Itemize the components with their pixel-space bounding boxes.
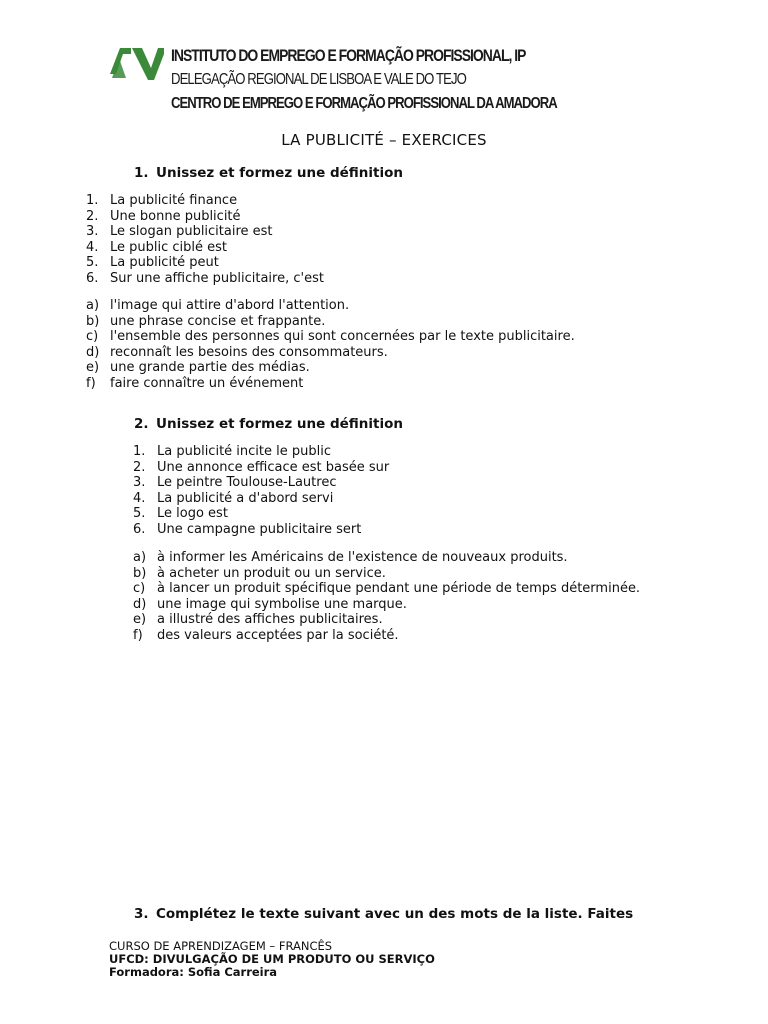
list-marker: d) bbox=[133, 596, 147, 612]
list-marker: f) bbox=[86, 375, 96, 391]
section-2-number: 2. bbox=[134, 416, 149, 432]
list-marker: a) bbox=[86, 298, 100, 313]
list-marker: 3. bbox=[86, 224, 99, 240]
list-marker: 4. bbox=[133, 490, 146, 506]
list-item bbox=[86, 298, 646, 314]
section-3-number: 3. bbox=[134, 906, 149, 922]
list-marker: 5. bbox=[133, 506, 146, 522]
list-item-text: La publicité incite le public bbox=[157, 444, 331, 459]
list-item-text: l'ensemble des personnes qui sont concernées par le texte publicitaire. bbox=[110, 329, 575, 345]
list-item bbox=[133, 550, 659, 566]
list-item bbox=[133, 460, 659, 476]
list-item-text: Une bonne publicité bbox=[110, 208, 241, 224]
list-item-text: une phrase concise et frappante. bbox=[110, 313, 326, 329]
list-item-text: La publicité finance bbox=[110, 193, 238, 208]
list-item bbox=[86, 329, 646, 345]
list-item bbox=[86, 271, 646, 287]
section-3-heading-text: Complétez le texte suivant avec un des mots de la liste. Faites bbox=[156, 906, 634, 922]
list-marker: a) bbox=[133, 550, 147, 565]
list-item-text: une grande partie des médias. bbox=[110, 360, 310, 376]
list-item bbox=[133, 597, 659, 613]
list-item-text: a illustré des affiches publicitaires. bbox=[157, 612, 383, 628]
list-item-text: Le slogan publicitaire est bbox=[110, 224, 273, 240]
section-1-answers bbox=[86, 298, 646, 392]
footer-ufcd: UFCD: DIVULGAÇÃO DE UM PRODUTO OU SERVIÇO bbox=[109, 952, 435, 966]
list-marker: 5. bbox=[86, 255, 99, 271]
list-marker: e) bbox=[86, 360, 100, 376]
list-item-text: une image qui symbolise une marque. bbox=[157, 596, 407, 612]
footer-trainer: Formadora: Sofia Carreira bbox=[109, 965, 278, 979]
list-marker: 6. bbox=[133, 521, 146, 537]
list-item bbox=[133, 475, 659, 491]
section-2-heading bbox=[134, 416, 403, 432]
list-item-text: Le public ciblé est bbox=[110, 239, 228, 255]
list-item-text: Une annonce efficace est basée sur bbox=[157, 459, 390, 475]
org-name: INSTITUTO DO EMPREGO E FORMAÇÃO PROFISSIONAL, IP bbox=[171, 46, 526, 65]
list-item-text: La publicité peut bbox=[110, 255, 219, 271]
footer-course: CURSO DE APRENDIZAGEM – FRANCÊS bbox=[109, 939, 333, 953]
list-marker: f) bbox=[133, 627, 143, 643]
section-1-heading-text: Unissez et formez une définition bbox=[156, 165, 403, 181]
page-title: LA PUBLICITÉ – EXERCICES bbox=[281, 131, 487, 149]
list-item bbox=[133, 628, 659, 644]
list-item bbox=[86, 193, 646, 209]
list-item-text: Sur une affiche publicitaire, c'est bbox=[110, 270, 324, 286]
list-marker: b) bbox=[133, 565, 147, 581]
org-delegation: DELEGAÇÃO REGIONAL DE LISBOA E VALE DO TEJO bbox=[171, 71, 466, 88]
list-item bbox=[86, 209, 646, 225]
list-marker: b) bbox=[86, 313, 100, 329]
list-item bbox=[133, 581, 659, 597]
section-2-heading-text: Unissez et formez une définition bbox=[156, 416, 403, 432]
list-item-text: La publicité a d'abord servi bbox=[157, 490, 334, 506]
list-marker: d) bbox=[86, 344, 100, 360]
list-marker: e) bbox=[133, 612, 147, 628]
list-item-text: des valeurs acceptées par la société. bbox=[157, 627, 399, 643]
organization-header bbox=[171, 44, 557, 116]
list-marker: c) bbox=[86, 329, 99, 345]
org-center: CENTRO DE EMPREGO E FORMAÇÃO PROFISSIONAL DA AMADORA bbox=[171, 95, 557, 112]
list-item-text: à lancer un produit spécifique pendant une période de temps déterminée. bbox=[157, 581, 641, 597]
list-item-text: à informer les Américains de l'existence de nouveaux produits. bbox=[157, 550, 568, 565]
list-item bbox=[86, 376, 646, 392]
list-item bbox=[86, 224, 646, 240]
section-1-number: 1. bbox=[134, 165, 149, 181]
page-footer bbox=[109, 940, 435, 979]
list-item-text: faire connaître un événement bbox=[110, 375, 304, 391]
list-item bbox=[133, 522, 659, 538]
list-item-text: reconnaît les besoins des consommateurs. bbox=[110, 344, 388, 360]
list-item-text: Une campagne publicitaire sert bbox=[157, 521, 362, 537]
list-marker: 1. bbox=[86, 193, 99, 208]
list-item-text: Le logo est bbox=[157, 506, 228, 522]
list-marker: 2. bbox=[86, 208, 99, 224]
list-item bbox=[133, 444, 659, 460]
list-marker: 2. bbox=[133, 459, 146, 475]
list-item bbox=[86, 345, 646, 361]
list-marker: 6. bbox=[86, 270, 99, 286]
section-1-heading bbox=[134, 165, 403, 181]
list-marker: 1. bbox=[133, 444, 146, 459]
list-item bbox=[133, 491, 659, 507]
section-2-items bbox=[133, 444, 659, 538]
list-marker: 4. bbox=[86, 239, 99, 255]
list-marker: 3. bbox=[133, 475, 146, 491]
list-item-text: Le peintre Toulouse-Lautrec bbox=[157, 475, 337, 491]
list-item bbox=[86, 360, 646, 376]
list-item bbox=[86, 255, 646, 271]
list-item bbox=[133, 566, 659, 582]
list-item bbox=[133, 612, 659, 628]
list-item-text: l'image qui attire d'abord l'attention. bbox=[110, 298, 350, 313]
list-marker: c) bbox=[133, 581, 146, 597]
section-3-heading bbox=[134, 906, 633, 922]
section-2-answers bbox=[133, 550, 659, 644]
list-item bbox=[86, 240, 646, 256]
iefp-logo-icon bbox=[110, 44, 164, 80]
list-item bbox=[133, 506, 659, 522]
list-item bbox=[86, 314, 646, 330]
section-1-items bbox=[86, 193, 646, 287]
list-item-text: à acheter un produit ou un service. bbox=[157, 565, 386, 581]
